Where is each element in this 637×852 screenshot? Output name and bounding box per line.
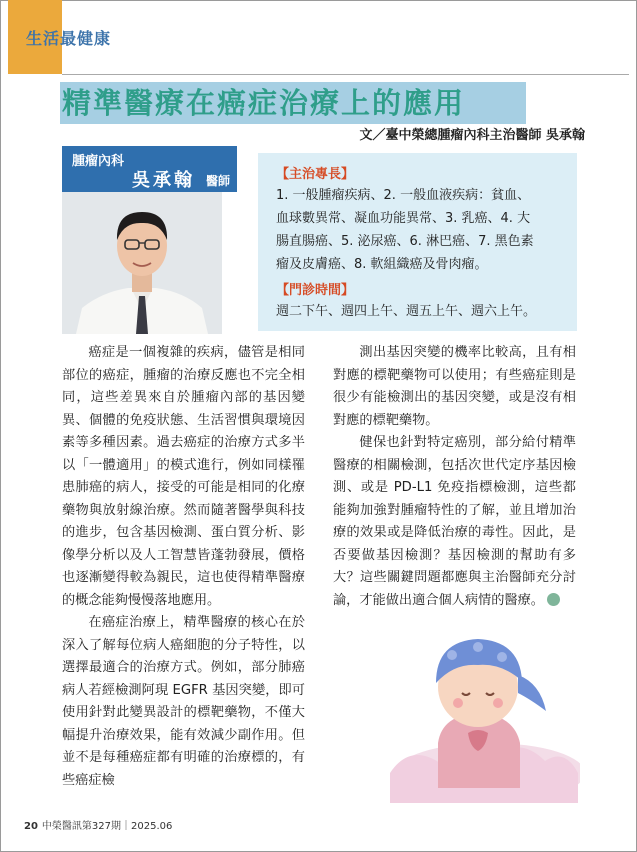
body-paragraph: 測出基因突變的機率比較高，且有相對應的標靶藥物可以使用；有些癌症則是很少有能檢測出的基因突變，或是沒有相對應的標靶藥物。 [333, 345, 576, 428]
body-paragraph-text: 健保也針對特定癌別，部分給付精準醫療的相關檢測，包括次世代定序基因檢測、或是 PD-L1 免疫指標檢測，這些都能夠加強對腫瘤特性的了解，並且增加治療的效果或是降低治療的毒性。因此，是否要做基因檢測？基因檢測的幫助有多大？這些關鍵問題都應與主治醫師充分討論，才能做出適合個人病情的醫療。 [333, 435, 576, 608]
section-label: 生活最健康 [26, 29, 112, 48]
specialty-line: 瘤及皮膚癌、8. 軟組織癌及骨肉瘤。 [276, 257, 488, 272]
article-title: 精準醫療在癌症治療上的應用 [62, 86, 466, 120]
doctor-title: 醫師 [206, 174, 231, 188]
specialty-line: 1. 一般腫瘤疾病、2. 一般血液疾病：貧血、 [276, 188, 531, 203]
doctor-department: 腫瘤內科 [72, 154, 125, 169]
author-line: 文／臺中榮總腫瘤內科主治醫師 吳承翰 [359, 128, 585, 143]
doctor-photo [62, 192, 222, 334]
body-column-left [62, 342, 305, 792]
body-column-right [333, 342, 576, 612]
clinic-heading: 【門診時間】 [276, 283, 355, 298]
patient-illustration [380, 623, 580, 803]
clinic-hours: 週二下午、週四上午、週五上午、週六上午。 [276, 304, 537, 319]
page-number: 20 [24, 821, 38, 832]
body-paragraph: 癌症是一個複雜的疾病，儘管是相同部位的癌症，腫瘤的治療反應也不完全相同，這些差異來自於腫瘤內部的基因變異、個體的免疫狀態、生活習慣與環境因素等多種因素。過去癌症的治療方式多半以「一體適用」的模式進行，例如同樣罹患肺癌的病人，接受的可能是相同的化療藥物與放射線治療。然而隨著醫學與科技的進步，包含基因檢測、蛋白質分析、影像學分析以及人工智慧皆蓬勃發展，價格也逐漸變得較為親民，這也使得精準醫療的概念能夠慢慢落地應用。 [62, 345, 305, 608]
page-footer [24, 817, 172, 832]
body-paragraph-last [333, 432, 576, 612]
specialty-line: 血球數異常、凝血功能異常、3. 乳癌、4. 大 [276, 211, 531, 226]
specialty-list [276, 184, 576, 276]
header-rule [62, 74, 629, 75]
specialty-line: 腸直腸癌、5. 泌尿癌、6. 淋巴癌、7. 黑色素 [276, 234, 534, 249]
issue-info: 中榮醫訊第327期｜2025.06 [41, 821, 173, 832]
end-mark-icon [547, 593, 560, 606]
body-paragraph: 在癌症治療上，精準醫療的核心在於深入了解每位病人癌細胞的分子特性，以選擇最適合的治療方式。例如，部分肺癌病人若經檢測阿現 EGFR 基因突變，即可使用針對此變異設計的標靶藥物，不僅大幅提升治療效果，能有效減少副作用。但並不是每種癌症都有明確的治療標的，有些癌症檢 [62, 615, 305, 788]
doctor-name: 吳承翰 [132, 170, 195, 191]
specialty-heading: 【主治專長】 [276, 167, 355, 182]
